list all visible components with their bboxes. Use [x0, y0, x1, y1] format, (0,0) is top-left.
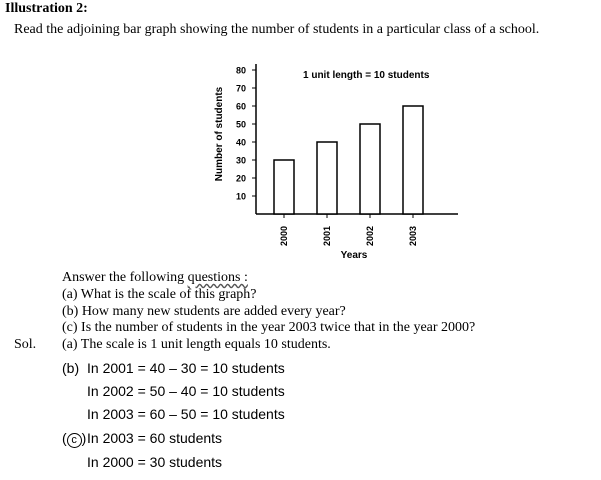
- y-tick-label: 50: [235, 119, 246, 130]
- x-axis-label: Years: [340, 250, 368, 261]
- scale-annotation: 1 unit length = 10 students: [303, 70, 430, 81]
- x-tick-label: 2003: [408, 225, 418, 247]
- answer-c-label: ( c ): [62, 430, 87, 446]
- question-b: (b) How many new students are added every year?: [62, 304, 346, 319]
- question-c: (c) Is the number of students in the year 2003 twice that in the year 2000?: [62, 320, 476, 335]
- y-tick-label: 40: [235, 137, 246, 148]
- y-tick-label: 80: [235, 65, 246, 76]
- questions-prompt: [62, 270, 248, 286]
- answer-c-line-2: In 2000 = 30 students: [87, 454, 223, 470]
- questions-prompt-wavy: questions :: [187, 270, 248, 285]
- y-tick-label: 20: [235, 173, 246, 184]
- solution-label: Sol.: [14, 337, 37, 352]
- bar: [360, 124, 380, 214]
- y-tick-label: 60: [235, 101, 246, 112]
- x-tick-label: 2000: [279, 225, 289, 247]
- y-tick-label: 10: [235, 191, 246, 202]
- answer-a: (a) The scale is 1 unit length equals 10 students.: [62, 337, 331, 352]
- bar: [403, 106, 423, 214]
- answer-b-line-1: In 2001 = 40 – 30 = 10 students: [87, 360, 285, 376]
- questions-prompt-main: Answer the following: [62, 270, 188, 285]
- question-a: (a) What is the scale of this graph?: [62, 287, 257, 302]
- intro-text: Read the adjoining bar graph showing the number of students in a particular class of a school.: [14, 22, 540, 37]
- bar: [274, 160, 294, 214]
- answer-c-circled: c: [67, 433, 82, 448]
- y-axis-label: Number of students: [214, 86, 225, 182]
- y-tick-label: 30: [235, 155, 246, 166]
- x-tick-label: 2001: [322, 225, 332, 247]
- x-tick-label: 2002: [365, 225, 375, 247]
- answer-b-line-2: In 2002 = 50 – 40 = 10 students: [87, 383, 285, 399]
- answer-c-line-1: In 2003 = 60 students: [87, 430, 223, 446]
- bar: [317, 142, 337, 214]
- y-tick-label: 70: [235, 83, 246, 94]
- answer-b-label: (b): [62, 360, 80, 376]
- answer-b-line-3: In 2003 = 60 – 50 = 10 students: [87, 406, 285, 422]
- illustration-heading: Illustration 2:: [5, 1, 88, 16]
